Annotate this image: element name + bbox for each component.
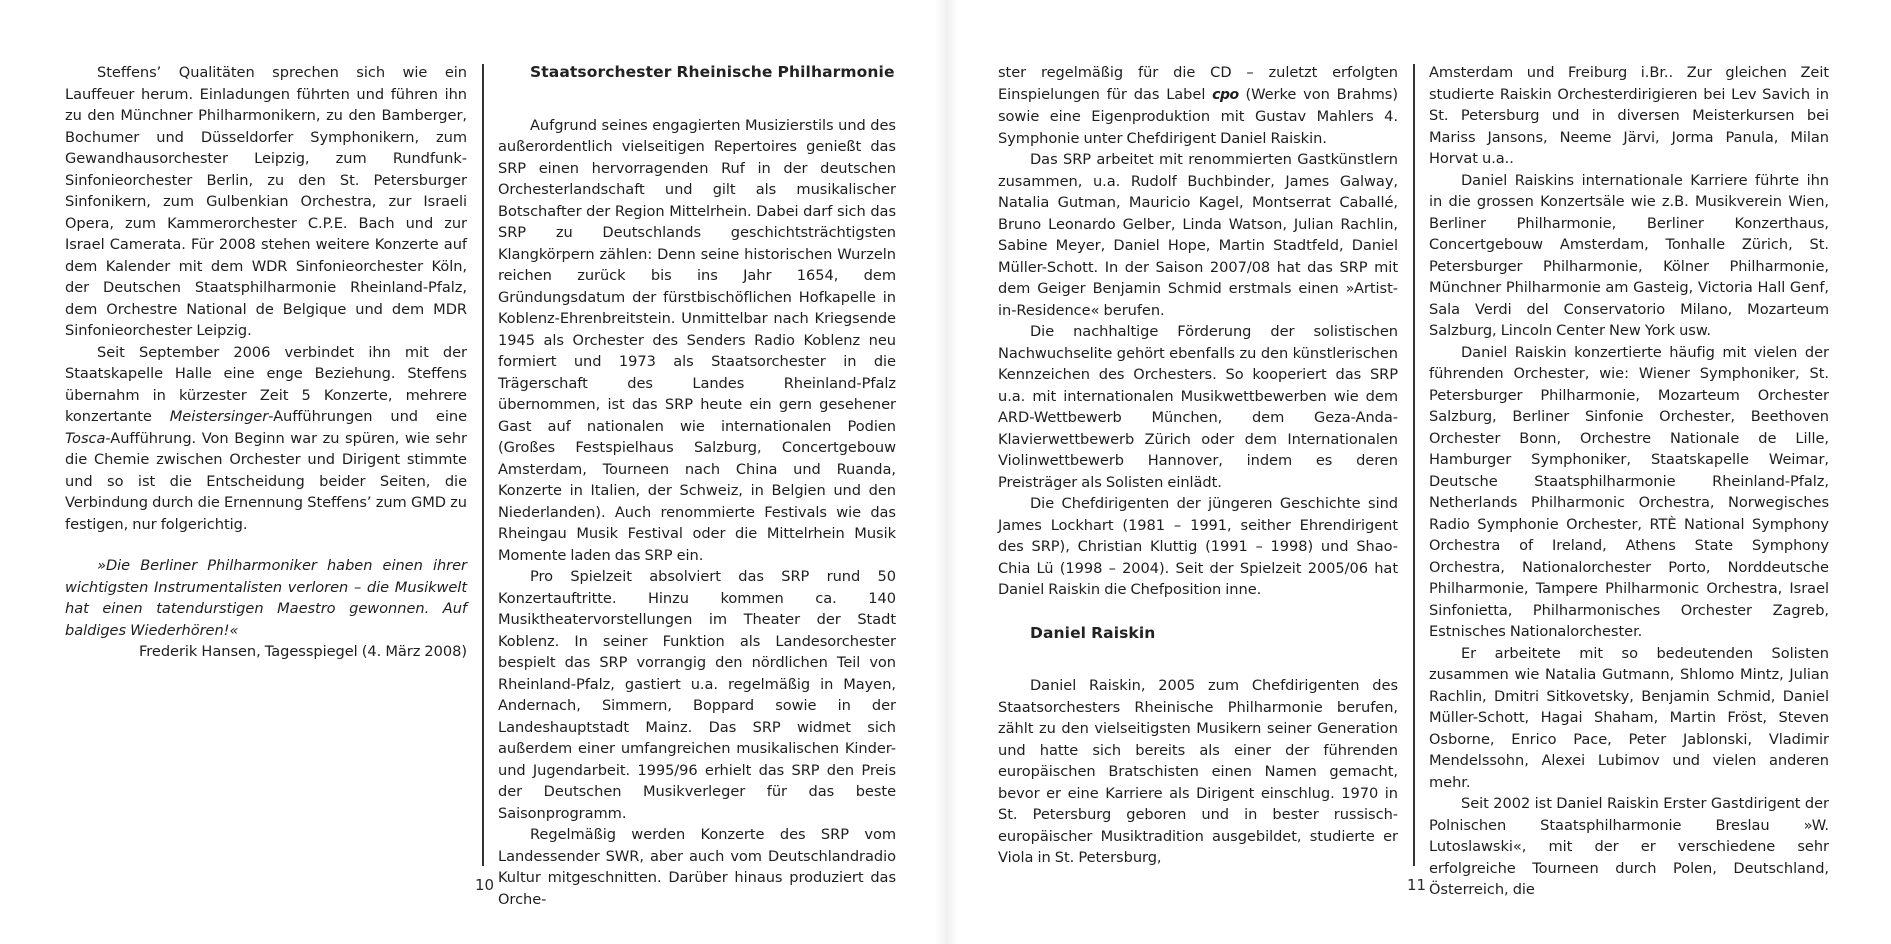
paragraph: Seit 2002 ist Daniel Raiskin Erster Gastdirigent der Polnischen Staatsphilharmonie Breslau »W. Lutoslawski«, mit der er verschiedene sehr erfolgreiche Tourneen durch Polen, Deutschland, Österreich, die — [1429, 795, 1829, 898]
paragraph: Pro Spielzeit absolviert das SRP rund 50 Konzertauftritte. Hinzu kommen ca. 140 Musiktheatervorstellungen im Theater der Stadt Koblenz. In seiner Funktion als Landesorchester bespielt das SRP vorrangig den nördlichen Teil von Rheinland-Pfalz, gastiert u.a. regelmäßig in Mayen, Andernach, Simmern, Boppard sowie in der Landeshauptstadt Mainz. Das SRP widmet sich außerdem einer umfangreichen musikalischen Kinder- und Jugendarbeit. 1995/96 erhielt das SRP den Preis der Deutschen Musikverleger für das beste Saisonprogramm. — [498, 568, 896, 822]
paragraph: Daniel Raiskins internationale Karriere führte ihn in die grossen Konzertsäle wie z.B. Musikverein Wien, Berliner Philharmonie, Berliner Konzerthaus, Concertgebouw Amsterdam, Tonhalle Zürich, St. Petersburger Philharmonie, Kölner Philharmonie, Münchner Philharmonie am Gasteig, Victoria Hall Genf, Sala Verdi del Conservatorio Milano, Mozarteum Salzburg, Lincoln Center New York usw. — [1429, 171, 1829, 339]
page-11-column-1 — [998, 62, 1398, 869]
page-11-column-2 — [1429, 62, 1829, 901]
section-heading-srp: Staatsorchester Rheinische Philharmonie — [530, 63, 895, 81]
paragraph: Daniel Raiskin, 2005 zum Chefdirigenten des Staatsorchesters Rheinische Philharmonie berufen, zählt zu den vielseitigsten Musikern seiner Generation und hatte sich bereits als einer der führenden europäischen Bratschisten einen Namen gemacht, bevor er eine Karriere als Dirigent einschlug. 1970 in St. Petersburg geboren und in bester russisch-europäischer Musiktradition ausgebildet, studierte er Viola in St. Petersburg, — [998, 677, 1398, 866]
page-10-column-2 — [498, 62, 896, 910]
page-gutter — [935, 0, 957, 944]
paragraph: Seit September 2006 verbindet ihn mit der Staatskapelle Halle eine enge Beziehung. Steffens übernahm in kürzester Zeit 5 Konzerte, mehrere konzertante Meistersinger-Aufführungen und eine Tosca-Aufführung. Von Beginn war zu spüren, wie sehr die Chemie zwischen Orchester und Dirigent stimmte und so ist die Entscheidung beider Seiten, die Verbindung durch die Ernennung Steffens’ zum GMD zu festigen, nur folgerichtig. — [65, 343, 467, 533]
paragraph: Die Chefdirigenten der jüngeren Geschichte sind James Lockhart (1981 – 1991, seither Ehrendirigent des SRP), Christian Kluttig (1991 – 1998) und Shao-Chia Lü (1998 – 2004). Seit der Spielzeit 2005/06 hat Daniel Raiskin die Chefposition inne. — [998, 495, 1398, 598]
paragraph: Das SRP arbeitet mit renommierten Gastkünstlern zusammen, u.a. Rudolf Buchbinder, James Galway, Natalia Gutman, Mauricio Kagel, Montserrat Caballé, Bruno Leonardo Gelber, Linda Watson, Julian Rachlin, Sabine Meyer, Daniel Hope, Martin Stadtfeld, Daniel Müller-Schott. In der Saison 2007/08 hat das SRP mit dem Geiger Benjamin Schmid erstmals einen »Artist-in-Residence« berufen. — [998, 151, 1398, 319]
column-divider — [1413, 64, 1415, 866]
paragraph: Daniel Raiskin konzertierte häufig mit vielen der führenden Orchester, wie: Wiener Symphoniker, St. Petersburger Philharmonie, Mozarteum Orchester Salzburg, Berliner Sinfonie Orchester, Beethoven Orchester Bonn, Orchestre Nationale de Lille, Hamburger Symphoniker, Staatskapelle Weimar, Deutsche Staatsphilharmonie Rheinland-Pfalz, Netherlands Philharmonic Orchestra, Norwegisches Radio Symphonie Orchester, RTÈ National Symphony Orchestra of Ireland, Athens State Symphony Orchestra, Nationalorchester Porto, Norddeutsche Philharmonie, Tampere Philharmonic Orchestra, Israel Sinfonietta, Philharmonisches Orchester Zagreb, Estnisches Nationalorchester. — [1429, 343, 1829, 640]
cpo-label-logo: cpo — [1212, 86, 1239, 103]
paragraph: Regelmäßig werden Konzerte des SRP vom Landessender SWR, aber auch vom Deutschlandradio Kultur mitgeschnitten. Darüber hinaus produziert das Orche- — [498, 826, 896, 908]
column-divider — [482, 64, 484, 866]
paragraph: Steffens’ Qualitäten sprechen sich wie ein Lauffeuer herum. Einladungen führten und führen ihn zu den Münchner Philharmonikern, zu den Bamberger, Bochumer und Düsseldorfer Symphonikern, zum Gewandhausorchester Leipzig, zum Rundfunk-Sinfonieorchester Berlin, zu den St. Petersburger Sinfonikern, zum Gulbenkian Orchestra, zur Israeli Opera, zum Kammerorchester C.P.E. Bach und zur Israel Camerata. Für 2008 stehen weitere Konzerte auf dem Kalender mit dem WDR Sinfonieorchester Köln, der Deutschen Staatsphilharmonie Rheinland-Pfalz, dem Orchestre National de Belgique und dem MDR Sinfonieorchester Leipzig. — [65, 64, 467, 339]
page-number-10: 10 — [475, 876, 495, 894]
page-10-column-1 — [65, 62, 467, 663]
quote-attribution: Frederik Hansen, Tagesspiegel (4. März 2008) — [139, 643, 467, 660]
paragraph: Er arbeitete mit so bedeutenden Solisten zusammen wie Natalia Gutmann, Shlomo Mintz, Julian Rachlin, Dmitri Sitkovetsky, Benjamin Schmid, Daniel Müller-Schott, Hagai Shaham, Martin Fröst, Steven Osborne, Enrico Pace, Peter Jablonski, Vladimir Mendelssohn, Alexei Lubimov und vielen anderen mehr. — [1429, 644, 1829, 791]
paragraph: Die nachhaltige Förderung der solistischen Nachwuchselite gehört ebenfalls zu den künstlerischen Kennzeichen des Orchesters. So kooperiert das SRP u.a. mit internationalen Musikwettbewerben wie dem ARD-Wettbewerb München, dem Geza-Anda-Klavierwettbewerb Zürich oder dem Internationalen Violinwettbewerb Hannover, indem es deren Preisträger als Solisten einlädt. — [998, 323, 1398, 491]
page-number-11: 11 — [1407, 876, 1427, 894]
paragraph: Aufgrund seines engagierten Musizierstils und des außerordentlich vielseitigen Repertoires genießt das SRP einen hervorragenden Ruf in der deutschen Orchesterlandschaft und gilt als musikalischer Botschafter der Region Mittelrhein. Dabei darf sich das SRP zu Deutschlands geschichtsträchtigsten Klangkörpern zählen: Denn seine historischen Wurzeln reichen zurück bis ins Jahr 1654, dem Gründungsdatum der fürstbischöflichen Hofkapelle in Koblenz-Ehrenbreitstein. Unmittelbar nach Kriegsende 1945 als Orchester des Senders Radio Koblenz neu formiert und 1973 als Staatsorchester in die Trägerschaft des Landes Rheinland-Pfalz übernommen, ist das SRP heute ein gern gesehener Gast auf nationalen wie internationalen Podien (Großes Festspielhaus Salzburg, Concertgebouw Amsterdam, Tourneen nach China und Ruanda, Konzerte in Italien, der Schweiz, in Belgien und den Niederlanden). Auch renommierte Festivals wie das Rheingau Musik Festival oder die Mittelrhein Musik Momente laden das SRP ein. — [498, 116, 896, 564]
paragraph: Amsterdam und Freiburg i.Br.. Zur gleichen Zeit studierte Raiskin Orchesterdirigieren bei Lev Savich in St. Petersburg und in diversen Meisterkursen bei Mariss Jansons, Neeme Järvi, Jorma Panula, Milan Horvat u.a.. — [1429, 64, 1829, 167]
paragraph: ster regelmäßig für die CD – zuletzt erfolgten Einspielungen für das Label cpo (Werke von Brahms) sowie eine Eigenproduktion mit Gustav Mahlers 4. Symphonie unter Chefdirigent Daniel Raiskin. — [998, 64, 1399, 147]
opera-title-tosca: Tosca — [65, 429, 106, 447]
press-quote: »Die Berliner Philharmoniker haben einen ihrer wichtigsten Instrumentalisten verloren – die Musikwelt hat einen tatendurstigen Maestro gewonnen. Auf baldiges Wiederhören!« — [65, 557, 467, 639]
section-heading-raiskin: Daniel Raiskin — [1030, 623, 1156, 642]
opera-title-meistersinger: Meistersinger — [169, 408, 269, 425]
